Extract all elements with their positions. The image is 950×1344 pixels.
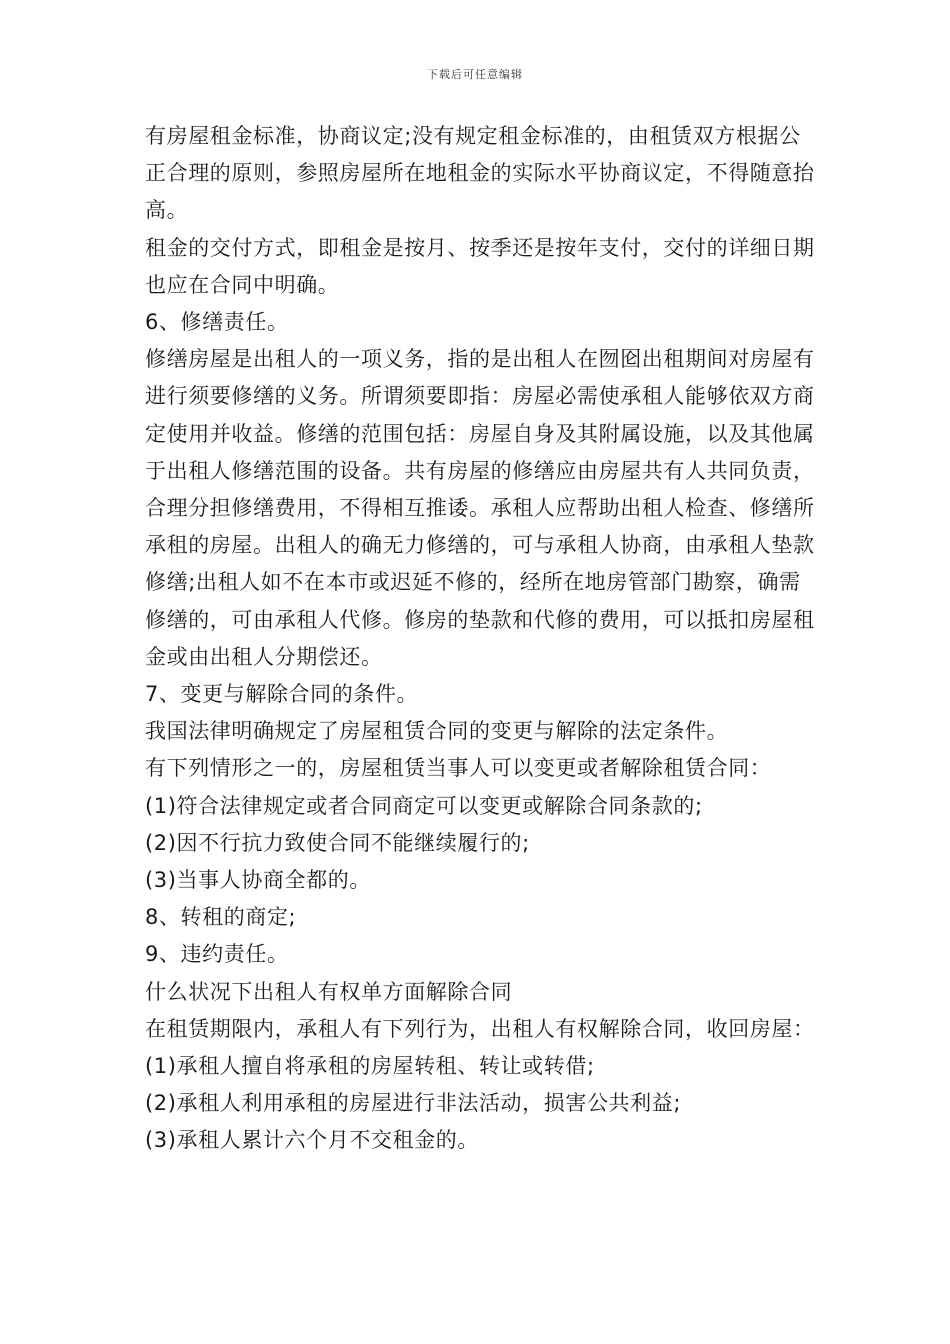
heading-breach-liability: 9、违约责任。 <box>145 942 289 967</box>
paragraph-rent-payment: 租金的交付方式，即租金是按月、按季还是按年支付，交付的详细日期也应在合同中明确。 <box>145 235 815 297</box>
list-item-termination-3: (3)承租人累计六个月不交租金的。 <box>145 1128 479 1153</box>
paragraph-situations-intro: 有下列情形之一的，房屋租赁当事人可以变更或者解除租赁合同： <box>145 756 772 781</box>
heading-sublease: 8、转租的商定; <box>145 905 297 930</box>
page-header-note: 下载后可任意编辑 <box>427 68 523 81</box>
heading-change-termination: 7、变更与解除合同的条件。 <box>145 682 419 707</box>
list-item-condition-2: (2)因不行抗力致使合同不能继续履行的; <box>145 830 530 855</box>
list-item-condition-3: (3)当事人协商全都的。 <box>145 868 371 893</box>
heading-unilateral-termination: 什么状况下出租人有权单方面解除合同 <box>145 979 513 1004</box>
paragraph-repair-details: 修缮房屋是出租人的一项义务，指的是出租人在囫囵出租期间对房屋有进行须要修缮的义务。所谓须要即指：房屋必需使承租人能够依双方商定使用并收益。修缮的范围包括：房屋自身及其附属设施，以及其他属于出租人修缮范围的设备。共有房屋的修缮应由房屋共有人共同负责，合理分担修缮费用，不得相互推诿。承租人应帮助出租人检查、修缮所承租的房屋。出租人的确无力修缮的，可与承租人协商，由承租人垫款修缮;出租人如不在本市或迟延不修的，经所在地房管部门勘察，确需修缮的，可由承租人代修。修房的垫款和代修的费用，可以抵扣房屋租金或由出租人分期偿还。 <box>145 347 815 669</box>
list-item-termination-1: (1)承租人擅自将承租的房屋转租、转让或转借; <box>145 1054 595 1079</box>
heading-repair-responsibility: 6、修缮责任。 <box>145 310 289 335</box>
list-item-termination-2: (2)承租人利用承租的房屋进行非法活动，损害公共利益; <box>145 1091 682 1116</box>
paragraph-legal-conditions: 我国法律明确规定了房屋租赁合同的变更与解除的法定条件。 <box>145 719 729 744</box>
paragraph-termination-intro: 在租赁期限内，承租人有下列行为，出租人有权解除合同，收回房屋： <box>145 1016 815 1041</box>
paragraph-rent-standard: 有房屋租金标准，协商议定;没有规定租金标准的，由租赁双方根据公正合理的原则，参照房屋所在地租金的实际水平协商议定，不得随意抬高。 <box>145 124 815 223</box>
document-body <box>145 118 815 1160</box>
list-item-condition-1: (1)符合法律规定或者合同商定可以变更或解除合同条款的; <box>145 793 703 818</box>
